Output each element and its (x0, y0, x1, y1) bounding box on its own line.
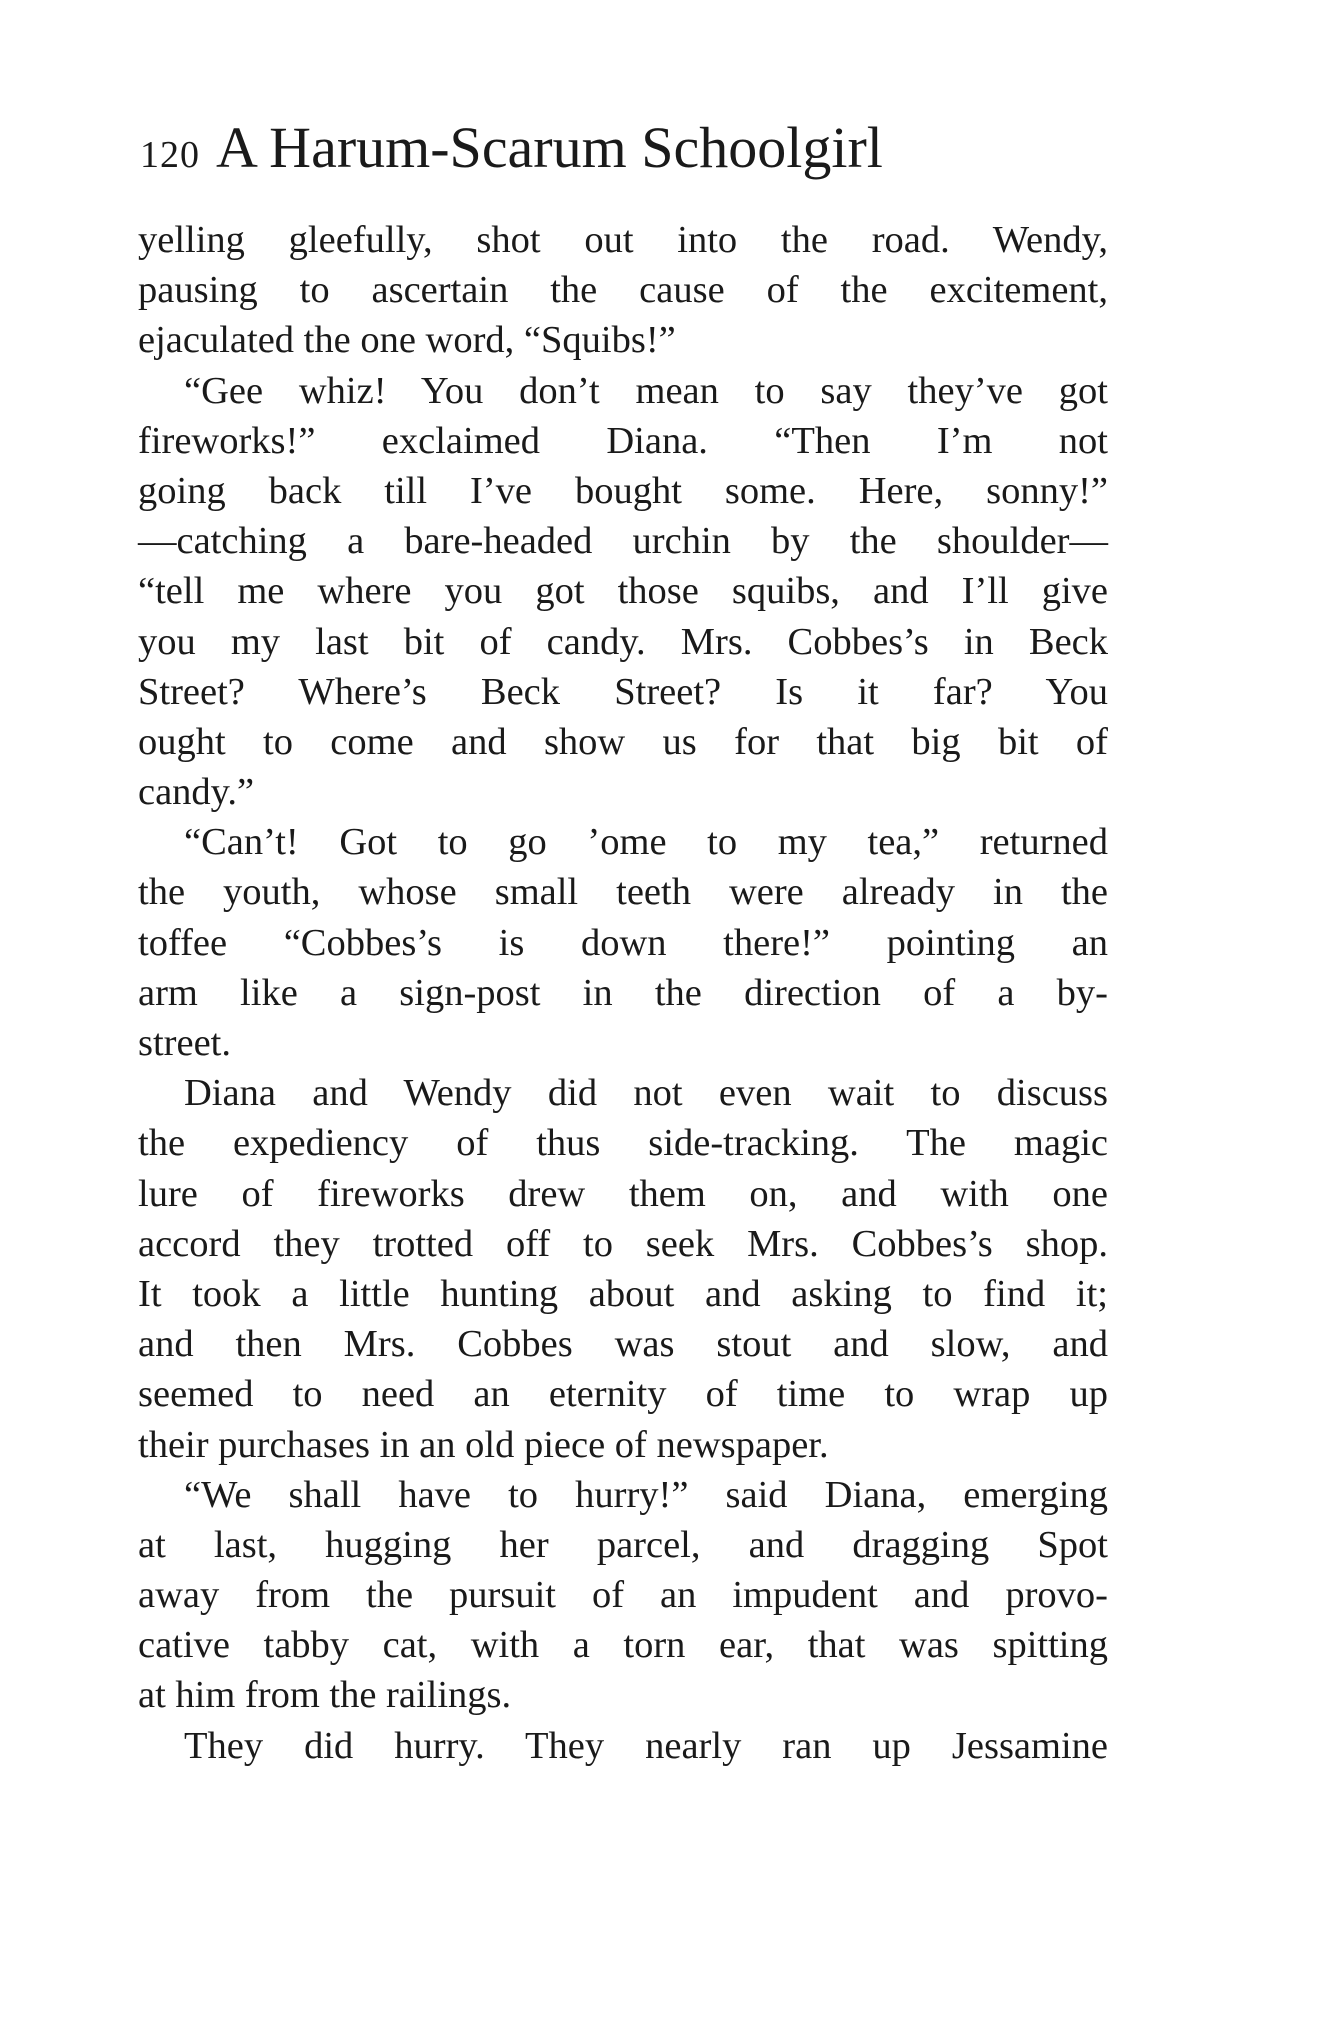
text-line: candy.” (138, 771, 255, 814)
running-title: A Harum-Scarum Schoolgirl (216, 115, 883, 180)
text-line: They did hurry. They nearly ran up Jessamine (184, 1724, 1108, 1767)
text-line: at him from the railings. (138, 1674, 512, 1717)
text-line: It took a little hunting about and asking to find it; (138, 1272, 1108, 1315)
text-line: Street? Where’s Beck Street? Is it far? You (138, 670, 1108, 713)
text-line: Diana and Wendy did not even wait to discuss (184, 1072, 1108, 1115)
text-line: their purchases in an old piece of newspaper. (138, 1423, 829, 1466)
text-line: fireworks!” exclaimed Diana. “Then I’m not (138, 419, 1108, 462)
text-line: lure of fireworks drew them on, and with one (138, 1172, 1108, 1215)
text-line: yelling gleefully, shot out into the road. Wendy, (138, 219, 1108, 261)
text-line: the youth, whose small teeth were already in the (138, 871, 1108, 914)
text-line: at last, hugging her parcel, and dragging Spot (138, 1523, 1108, 1566)
text-line: arm like a sign-post in the direction of a by- (138, 971, 1108, 1014)
text-line: accord they trotted off to seek Mrs. Cobbes’s shop. (138, 1222, 1108, 1265)
body-text (138, 215, 1108, 1771)
text-line: going back till I’ve bought some. Here, sonny!” (138, 469, 1108, 512)
text-line: away from the pursuit of an impudent and provo- (138, 1574, 1108, 1617)
text-line: ought to come and show us for that big bit of (138, 720, 1108, 763)
text-line: seemed to need an eternity of time to wrap up (138, 1373, 1108, 1416)
text-line: and then Mrs. Cobbes was stout and slow, and (138, 1323, 1108, 1366)
text-line: “tell me where you got those squibs, and I’ll give (138, 570, 1108, 613)
text-line: the expediency of thus side-tracking. The magic (138, 1122, 1108, 1165)
text-line: “Can’t! Got to go ’ome to my tea,” returned (184, 821, 1108, 864)
text-line: —catching a bare-headed urchin by the shoulder— (138, 520, 1108, 563)
text-line: ejaculated the one word, “Squibs!” (138, 319, 676, 362)
text-line: pausing to ascertain the cause of the excitement, (138, 269, 1108, 312)
text-line: “Gee whiz! You don’t mean to say they’ve got (184, 369, 1108, 412)
text-line: street. (138, 1022, 231, 1064)
page-number: 120 (140, 134, 200, 176)
text-line: “We shall have to hurry!” said Diana, emerging (184, 1473, 1108, 1516)
text-line: cative tabby cat, with a torn ear, that was spitting (138, 1624, 1108, 1667)
running-head (140, 108, 1120, 195)
text-line: toffee “Cobbes’s is down there!” pointing an (138, 921, 1108, 964)
text-line: you my last bit of candy. Mrs. Cobbes’s in Beck (138, 620, 1108, 663)
